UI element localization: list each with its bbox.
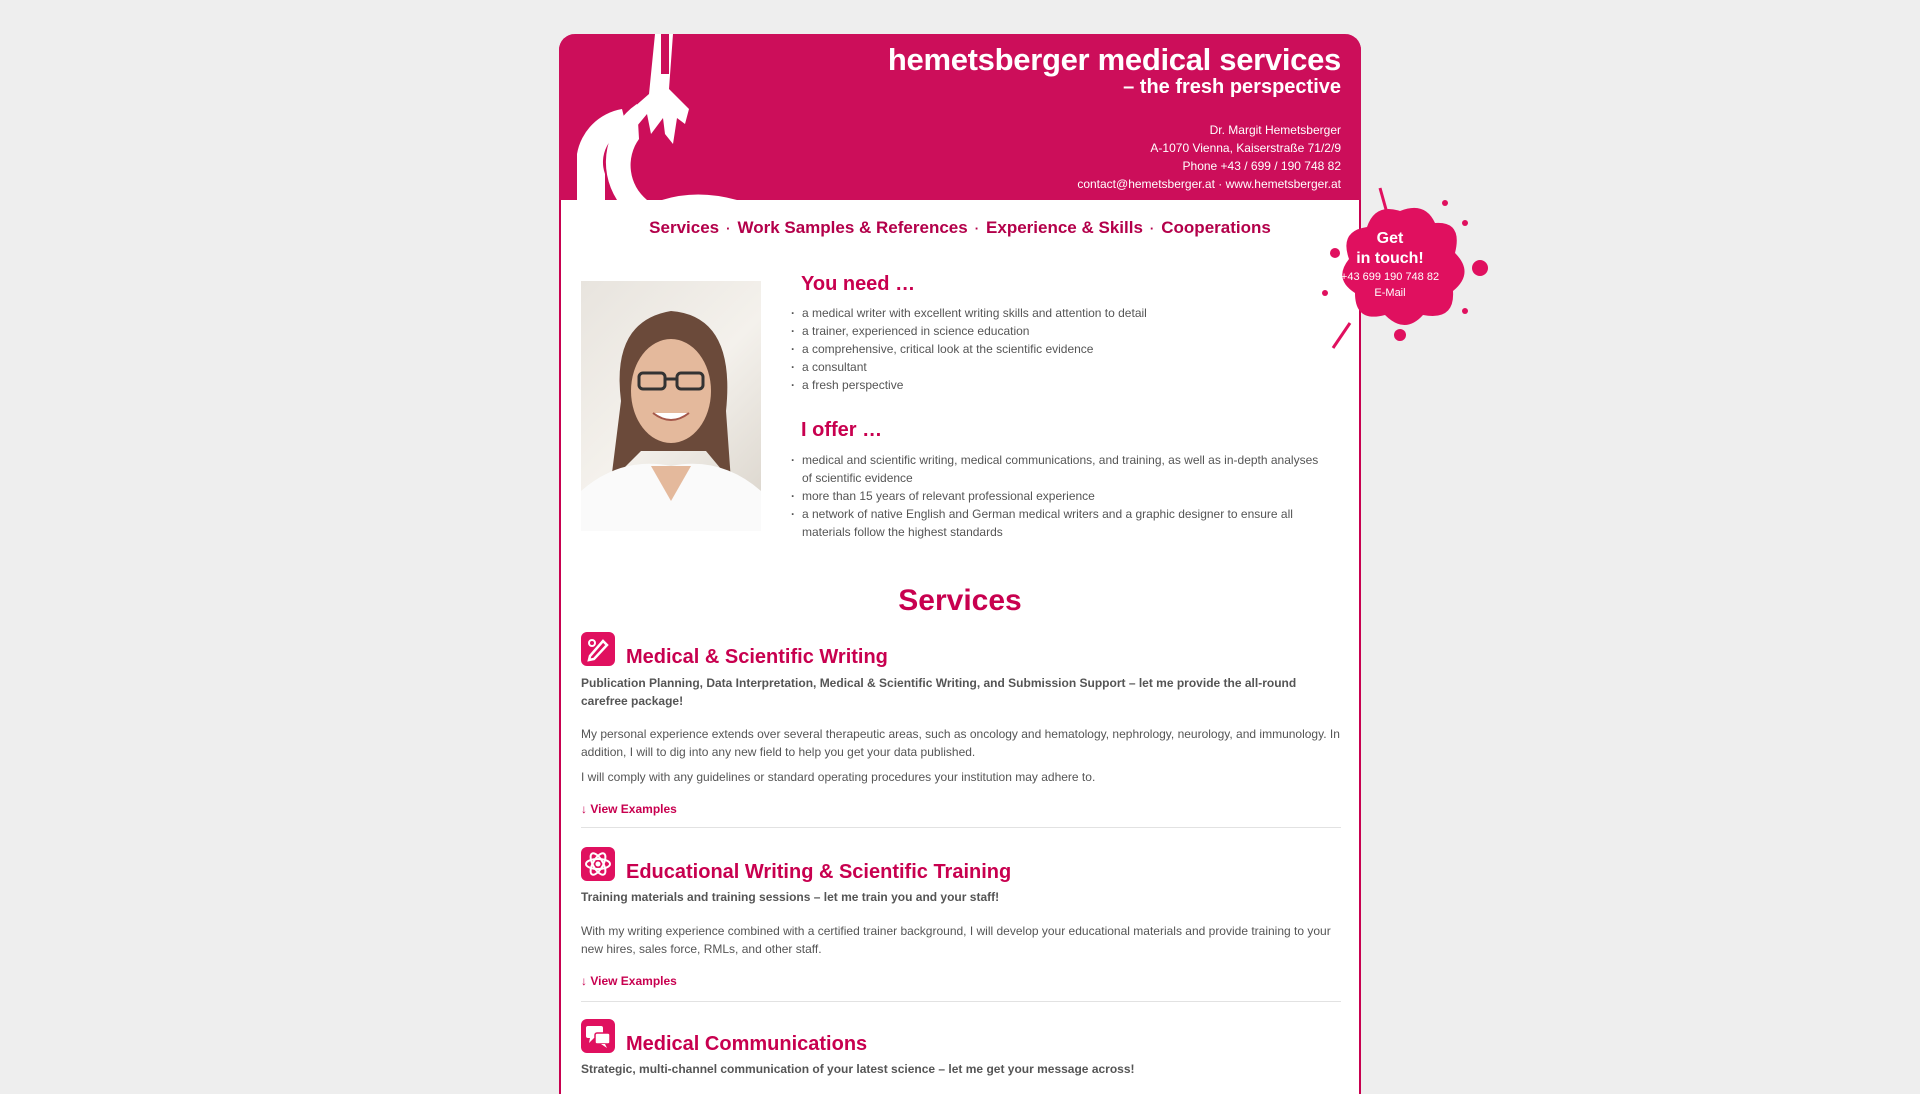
portrait-photo [581, 281, 761, 531]
nav-separator: · [974, 221, 980, 236]
get-in-touch-line1: Get [1376, 230, 1404, 247]
nav-separator: · [1149, 221, 1155, 236]
atom-icon [581, 847, 615, 881]
divider [581, 827, 1341, 828]
list-item: · a consultant [791, 358, 1331, 376]
view-examples-writing-link[interactable]: ↓ View Examples [581, 802, 677, 816]
service-text-writing-1: My personal experience extends over several therapeutic areas, such as oncology and hematology, nephrology, neurology, and immunology. In addition, I will to dig into any new field to help you get your data published. [581, 727, 1340, 759]
list-item: · a comprehensive, critical look at the scientific evidence [791, 340, 1331, 358]
get-in-touch-line2: in touch! [1356, 250, 1424, 267]
list-item: · a trainer, experienced in science education [791, 322, 1331, 340]
i-offer-list [791, 451, 1331, 541]
service-title-writing: Medical & Scientific Writing [626, 646, 888, 668]
contact-email-link[interactable]: contact@hemetsberger.at [1077, 177, 1215, 191]
list-item: · a medical writer with excellent writing skills and attention to detail [791, 304, 1331, 322]
service-lead-communications: Strategic, multi-channel communication of your latest science – let me get your message across! [581, 1062, 1135, 1076]
list-item: · medical and scientific writing, medical communications, and training, as well as in-depth analyses of scientific evidence [791, 451, 1331, 487]
list-item: · a fresh perspective [791, 376, 1331, 394]
list-item: · more than 15 years of relevant professional experience [791, 487, 1331, 505]
contact-web-link[interactable]: www.hemetsberger.at [1225, 177, 1341, 191]
contact-separator: · [1218, 177, 1223, 191]
contact-address: A-1070 Vienna, Kaiserstraße 71/2/9 [1150, 141, 1341, 155]
get-in-touch-badge[interactable] [1330, 229, 1450, 301]
services-heading: Services [898, 584, 1022, 617]
service-title-training: Educational Writing & Scientific Training [626, 861, 1012, 883]
service-lead-training: Training materials and training sessions – let me train you and your staff! [581, 890, 1000, 904]
contact-block [1077, 121, 1341, 193]
nav-services[interactable]: Services [649, 218, 720, 237]
get-in-touch-email-link[interactable]: E-Mail [1374, 287, 1406, 299]
microscope-icon [577, 34, 757, 200]
list-item: · a network of native English and German medical writers and a graphic designer to ensure all materials follow the highest standards [791, 505, 1331, 541]
site-subtitle: – the fresh perspective [1123, 76, 1341, 98]
i-offer-heading: I offer … [801, 419, 883, 441]
site-title: hemetsberger medical services [887, 42, 1341, 77]
get-in-touch-phone: +43 699 190 748 82 [1340, 271, 1440, 283]
service-text-training-1: With my writing experience combined with a certified trainer background, I will develop your educational materials and provide training to your new hires, sales force, RMLs, and other staff. [581, 924, 1331, 956]
service-title-communications: Medical Communications [626, 1033, 868, 1055]
contact-name: Dr. Margit Hemetsberger [1209, 123, 1341, 137]
nav-separator: · [726, 221, 731, 236]
pen-icon [581, 632, 615, 666]
service-lead-writing: Publication Planning, Data Interpretation, Medical & Scientific Writing, and Submission Support – let me provide the all-round carefree package! [581, 676, 1297, 708]
you-need-list [791, 304, 1331, 394]
service-text-writing-2: I will comply with any guidelines or standard operating procedures your institution may adhere to. [581, 770, 1096, 784]
site-header [559, 34, 1361, 200]
page-container [559, 34, 1361, 1094]
you-need-heading: You need … [801, 273, 916, 295]
divider [581, 1001, 1341, 1002]
contact-phone: Phone +43 / 699 / 190 748 82 [1182, 159, 1341, 173]
nav-work-samples[interactable]: Work Samples & References [737, 218, 968, 237]
main-nav [561, 218, 1359, 238]
nav-cooperations[interactable]: Cooperations [1161, 218, 1271, 237]
speech-bubbles-icon [581, 1019, 615, 1053]
view-examples-training-link[interactable]: ↓ View Examples [581, 974, 677, 988]
nav-experience[interactable]: Experience & Skills [986, 218, 1143, 237]
contact-links [1077, 175, 1341, 193]
